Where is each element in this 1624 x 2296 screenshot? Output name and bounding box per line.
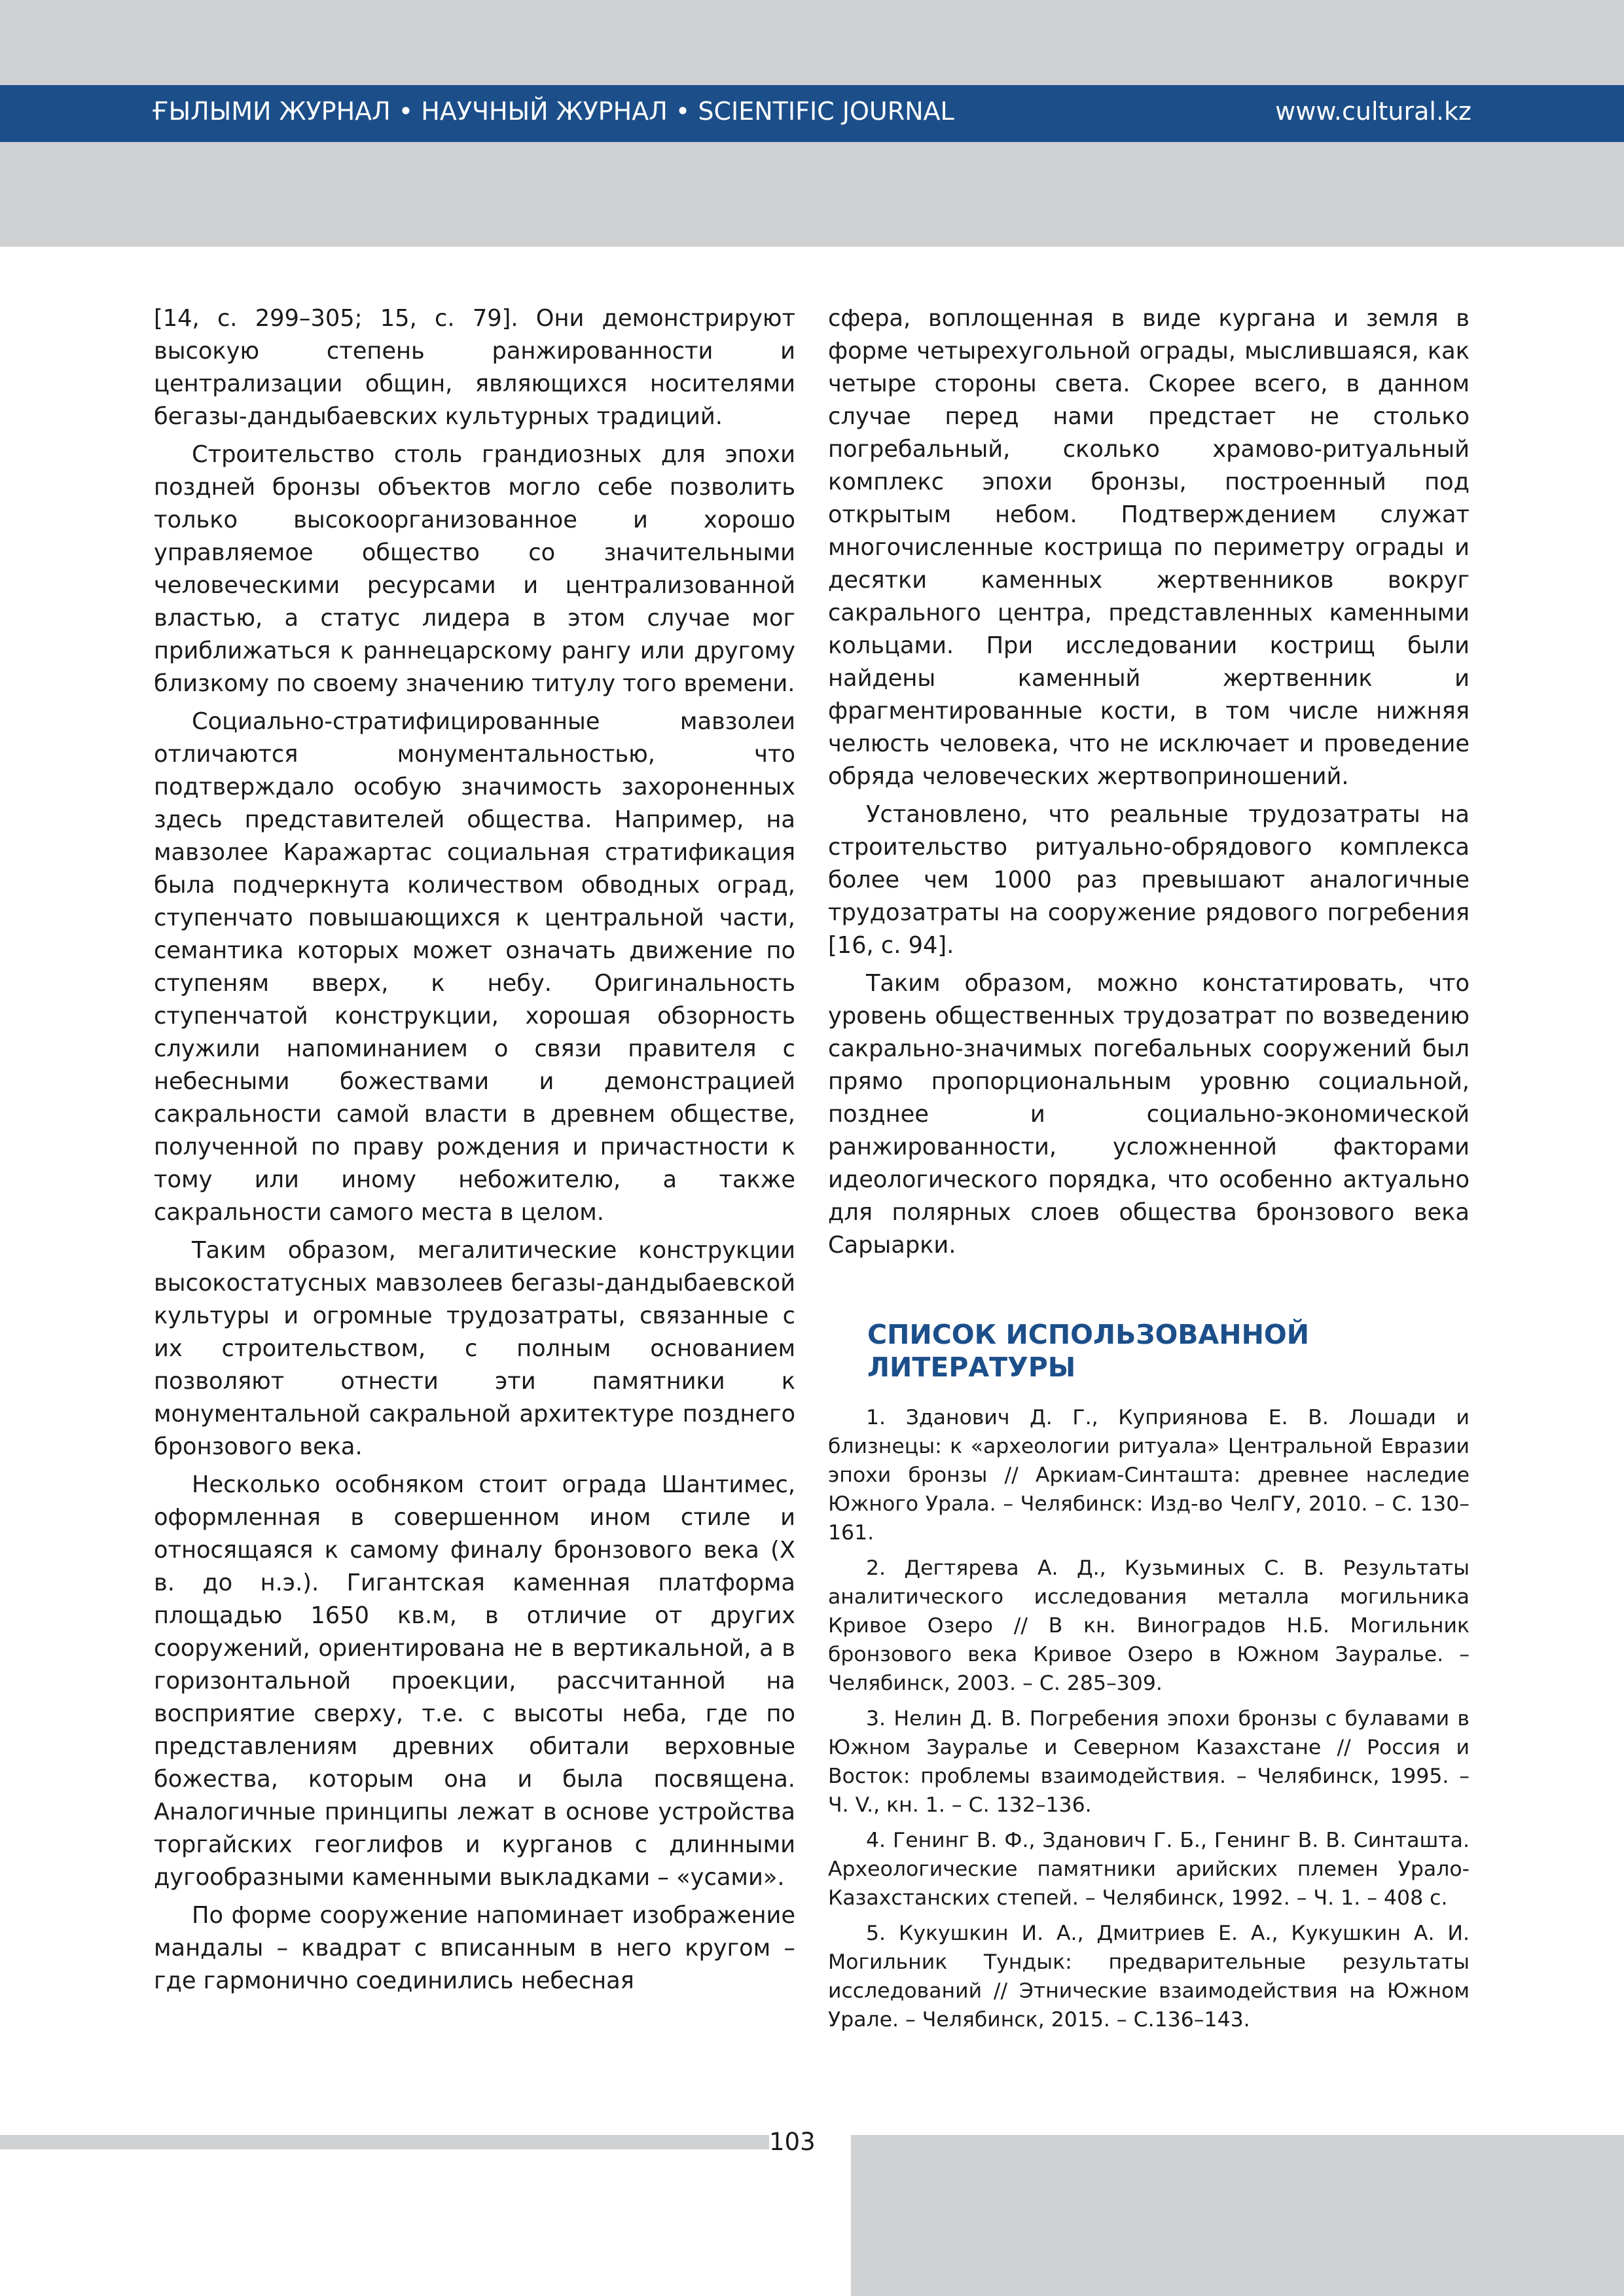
- paragraph: Таким образом, можно констатировать, что уровень общественных трудозатрат по возведению сакрально-значимых погебальных сооружений был прямо пропорциональным уровню социальной, позднее и социально-экономической ранжированности, усложненной факторами идеологического порядка, что особенно актуально для полярных слоев общества бронзового века Сарыарки.: [828, 970, 1470, 1259]
- footer-rule: [0, 2135, 769, 2149]
- paragraph: По форме сооружение напоминает изображение мандалы – квадрат с вписанным в него кругом – где гармонично соединились небесная: [154, 1902, 795, 1994]
- references-heading: СПИСОК ИСПОЛЬЗОВАННОЙ ЛИТЕРАТУРЫ: [867, 1319, 1310, 1383]
- paragraph: Социально-стратифицированные мавзолеи отличаются монументальностью, что подтверждало особую значимость захороненных здесь представителей общества. Например, на мавзолее Каражартас социальная стратификация была подчеркнута количеством обводных оград, ступенчато повышающихся к центральной части, семантика которых может означать движение по ступеням вверх, к небу. Оригинальность ступенчатой конструкции, хорошая обзорность служили напоминанием о связи правителя с небесными божествами и демонстрацией сакральности самой власти в древнем обществе, полученной по праву рождения и причастности к тому или иному небожителю, а также сакральности самого места в целом.: [154, 708, 795, 1226]
- website-link[interactable]: www.cultural.kz: [1275, 97, 1471, 126]
- paragraph: Таким образом, мегалитические конструкции высокостатусных мавзолеев бегазы-дандыбаевской культуры и огромные трудозатраты, связанные с их строительством, с полным основанием позволяют отнести эти памятники к монументальной сакральной архитектуре позднего бронзового века.: [154, 1237, 795, 1460]
- journal-header-band: [0, 85, 1624, 142]
- reference-item: 5. Кукушкин И. А., Дмитриев Е. А., Кукушкин А. И. Могильник Тундык: предварительные результаты исследований // Этнические взаимодействия на Южном Урале. – Челябинск, 2015. – С.136–143.: [828, 1922, 1470, 2032]
- page-number: 103: [769, 2128, 816, 2156]
- reference-item: 1. Зданович Д. Г., Куприянова Е. В. Лошади и близнецы: к «археологии ритуала» Центральной Евразии эпохи бронзы // Аркиам-Синташта: древнее наследие Южного Урала. – Челябинск: Изд-во ЧелГУ, 2010. – С. 130–161.: [828, 1406, 1470, 1545]
- paragraph: сфера, воплощенная в виде кургана и земля в форме четырехугольной ограды, мыслившаяся, как четыре стороны света. Скорее всего, в данном случае перед нами предстает не столько погребальный, сколько храмово-ритуальный комплекс эпохи бронзы, построенный под открытым небом. Подтверждением служат многочисленные кострища по периметру ограды и десятки каменных жертвенников вокруг сакрального центра, представленных каменными кольцами. При исследовании кострищ были найдены каменный жертвенник и фрагментированные кости, в том числе нижняя челюсть человека, что не исключает и проведение обряда человеческих жертвоприношений.: [828, 305, 1470, 790]
- left-text-column: [154, 302, 795, 2003]
- references-list: [828, 1403, 1470, 2034]
- reference-item: 2. Дегтярева А. Д., Кузьминых С. В. Результаты аналитического исследования металла могильника Кривое Озеро // В кн. Виноградов Н.Б. Могильник бронзового века Кривое Озеро в Южном Зауралье. – Челябинск, 2003. – С. 285–309.: [828, 1556, 1470, 1695]
- paragraph: [14, с. 299–305; 15, с. 79]. Они демонстрируют высокую степень ранжированности и централизации общин, являющихся носителями бегазы-дандыбаевских культурных традиций.: [154, 305, 795, 430]
- reference-item: 4. Генинг В. Ф., Зданович Г. Б., Генинг В. В. Синташта. Археологические памятники арийских племен Урало-Казахстанских степей. – Челябинск, 1992. – Ч. 1. – 408 с.: [828, 1829, 1470, 1910]
- reference-item: 3. Нелин Д. В. Погребения эпохи бронзы с булавами в Южном Зауралье и Северном Казахстане // Россия и Восток: проблемы взаимодействия. – Челябинск, 1995. – Ч. V., кн. 1. – С. 132–136.: [828, 1707, 1470, 1817]
- journal-title: ҒЫЛЫМИ ЖУРНАЛ • НАУЧНЫЙ ЖУРНАЛ • SCIENTIFIC JOURNAL: [152, 97, 954, 126]
- paragraph: Несколько особняком стоит ограда Шантимес, оформленная в совершенном ином стиле и относящаяся к самому финалу бронзового века (X в. до н.э.). Гигантская каменная платформа площадью 1650 кв.м, в отличие от других сооружений, ориентирована не в вертикальной, а в горизонтальной проекции, рассчитанной на восприятие сверху, т.е. с высоты неба, где по представлениям древних обитали верховные божества, которым она и была посвящена. Аналогичные принципы лежат в основе устройства торгайских геоглифов и курганов с длинными дугообразными каменными выкладками – «усами».: [154, 1471, 795, 1891]
- paragraph: Строительство столь грандиозных для эпохи поздней бронзы объектов могло себе позволить только высокоорганизованное и хорошо управляемое общество со значительными человеческими ресурсами и централизованной властью, а статус лидера в этом случае мог приближаться к раннецарскому рангу или другому близкому по своему значению титулу того времени.: [154, 441, 795, 697]
- footer-gray-block: [851, 2135, 1624, 2296]
- paragraph: Установлено, что реальные трудозатраты на строительство ритуально-обрядового комплекса более чем 1000 раз превышают аналогичные трудозатраты на сооружение рядового погребения [16, с. 94].: [828, 801, 1470, 959]
- right-text-column: [828, 302, 1470, 2041]
